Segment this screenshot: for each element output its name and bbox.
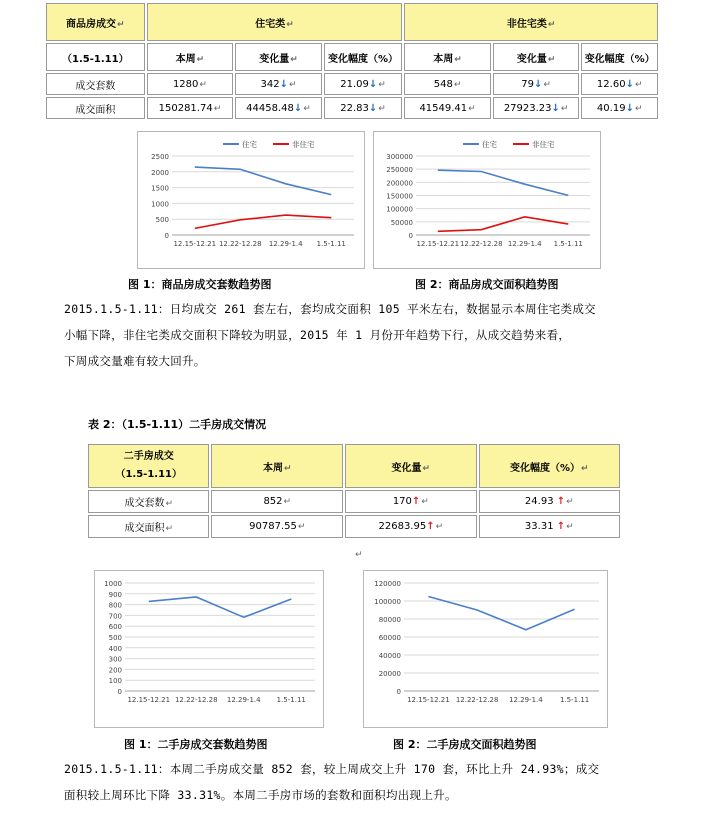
figure-caption: 图 1：商品房成交套数趋势图 bbox=[128, 278, 272, 291]
cell: 548↵ bbox=[404, 73, 491, 95]
arrow-up-icon: ↑ bbox=[411, 496, 421, 507]
table-row bbox=[46, 97, 658, 119]
y-tick-label: 120000 bbox=[374, 580, 401, 588]
col-week: 本周↵ bbox=[404, 43, 491, 71]
series-line bbox=[195, 167, 331, 195]
y-tick-label: 100 bbox=[108, 677, 122, 686]
y-tick-label: 1500 bbox=[151, 184, 169, 193]
y-tick-label: 80000 bbox=[378, 616, 401, 624]
y-tick-label: 1000 bbox=[151, 200, 169, 209]
cell: 22683.95↑↵ bbox=[345, 515, 477, 538]
period-label: （1.5-1.11） bbox=[46, 43, 145, 71]
x-tick-label: 1.5-1.11 bbox=[316, 240, 346, 248]
paragraph-summary-1 bbox=[64, 296, 654, 374]
cell: 12.60↓↵ bbox=[581, 73, 658, 95]
x-tick-label: 12.15-12.21 bbox=[407, 696, 450, 704]
y-tick-label: 0 bbox=[396, 688, 401, 696]
table-row bbox=[46, 73, 658, 95]
x-tick-label: 12.22-12.28 bbox=[218, 240, 262, 248]
cell: 852↵ bbox=[211, 490, 343, 513]
y-tick-label: 0 bbox=[164, 232, 169, 240]
text-line: 下周成交量难有较大回升。 bbox=[64, 354, 206, 368]
y-tick-label: 600 bbox=[108, 623, 122, 632]
cell: 1280↵ bbox=[147, 73, 234, 95]
y-tick-label: 400 bbox=[108, 644, 122, 653]
chart-frame-3 bbox=[94, 570, 324, 728]
table-commercial-housing bbox=[44, 1, 660, 121]
legend-label: 住宅 bbox=[242, 140, 257, 149]
x-tick-label: 12.29-1.4 bbox=[226, 696, 261, 704]
arrow-down-icon: ↓ bbox=[551, 102, 560, 114]
cell: 33.31 ↑↵ bbox=[479, 515, 620, 538]
y-tick-label: 60000 bbox=[378, 634, 401, 642]
figure-caption: 图 1：二手房成交套数趋势图 bbox=[124, 738, 268, 751]
x-tick-label: 12.29-1.4 bbox=[507, 240, 542, 248]
text-line: 小幅下降，非住宅类成交面积下降较为明显，2015 年 1 月份开年趋势下行，从成交趋势来看， bbox=[64, 328, 571, 342]
y-tick-label: 900 bbox=[108, 590, 122, 599]
cell: 90787.55↵ bbox=[211, 515, 343, 538]
table-title: 表 2：（1.5-1.11）二手房成交情况 bbox=[88, 418, 267, 431]
cell: 21.09↓↵ bbox=[324, 73, 403, 95]
x-tick-label: 1.5-1.11 bbox=[560, 696, 590, 704]
row-label: 成交面积↵ bbox=[88, 515, 209, 538]
table-corner: 二手房成交 （1.5-1.11） bbox=[88, 444, 209, 488]
y-tick-label: 0 bbox=[117, 688, 122, 696]
x-tick-label: 12.29-1.4 bbox=[509, 696, 543, 704]
arrow-down-icon: ↓ bbox=[368, 102, 378, 114]
series-line bbox=[195, 215, 331, 228]
col-week: 本周↵ bbox=[211, 444, 343, 488]
cell: 150281.74↵ bbox=[147, 97, 234, 119]
x-tick-label: 12.29-1.4 bbox=[268, 240, 303, 248]
arrow-down-icon: ↓ bbox=[279, 78, 288, 90]
col-change: 变化量↵ bbox=[235, 43, 322, 71]
arrow-down-icon: ↓ bbox=[625, 78, 634, 90]
text-line: 面积较上周环比下降 33.31%。本周二手房市场的套数和面积均出现上升。 bbox=[64, 788, 457, 802]
x-tick-label: 12.22-12.28 bbox=[459, 240, 503, 248]
header-residential: 住宅类↵ bbox=[147, 3, 403, 41]
col-rate: 变化幅度（%） bbox=[581, 43, 658, 71]
chart-second-hand-area bbox=[364, 571, 607, 727]
chart-frame-4 bbox=[363, 570, 608, 728]
row-label: 成交面积 bbox=[46, 97, 145, 119]
row-label: 成交套数↵ bbox=[88, 490, 209, 513]
y-tick-label: 2500 bbox=[151, 153, 169, 161]
chart-residential-units bbox=[138, 132, 364, 268]
y-tick-label: 1000 bbox=[104, 580, 122, 588]
text-line: 2015.1.5-1.11：日均成交 261 套左右，套均成交面积 105 平米左右，数据显示本周住宅类成交 bbox=[64, 302, 596, 316]
y-tick-label: 700 bbox=[108, 612, 122, 621]
col-rate: 变化幅度（%）↵ bbox=[479, 444, 620, 488]
series-line bbox=[149, 597, 291, 617]
cell: 22.83↓↵ bbox=[324, 97, 403, 119]
y-tick-label: 500 bbox=[155, 216, 169, 225]
figure-caption: 图 2：商品房成交面积趋势图 bbox=[415, 278, 559, 291]
row-label: 成交套数 bbox=[46, 73, 145, 95]
y-tick-label: 40000 bbox=[378, 652, 401, 660]
col-rate: 变化幅度（%） bbox=[324, 43, 403, 71]
text-line: 2015.1.5-1.11：本周二手房成交量 852 套，较上周成交上升 170 套，环比上升 24.93%；成交 bbox=[64, 762, 600, 776]
arrow-up-icon: ↑ bbox=[556, 521, 566, 532]
y-tick-label: 300000 bbox=[386, 153, 413, 161]
arrow-down-icon: ↓ bbox=[625, 102, 634, 114]
cell: 79↓↵ bbox=[493, 73, 580, 95]
y-tick-label: 50000 bbox=[390, 218, 413, 227]
paragraph-mark: ↵ bbox=[355, 550, 363, 560]
y-tick-label: 20000 bbox=[378, 670, 401, 678]
arrow-up-icon: ↑ bbox=[426, 521, 435, 532]
y-tick-label: 2000 bbox=[151, 168, 169, 177]
table-corner: 商品房成交↵ bbox=[46, 3, 145, 41]
y-tick-label: 200 bbox=[108, 666, 122, 675]
cell: 24.93 ↑↵ bbox=[479, 490, 620, 513]
legend-label: 住宅 bbox=[482, 140, 497, 149]
chart-frame-2 bbox=[373, 131, 601, 269]
cell: 40.19↓↵ bbox=[581, 97, 658, 119]
table-second-hand bbox=[86, 442, 622, 540]
y-tick-label: 500 bbox=[108, 634, 122, 642]
x-tick-label: 1.5-1.11 bbox=[276, 696, 306, 704]
legend-label: 非住宅 bbox=[292, 140, 315, 149]
col-week: 本周↵ bbox=[147, 43, 234, 71]
y-tick-label: 800 bbox=[108, 601, 122, 610]
x-tick-label: 1.5-1.11 bbox=[553, 240, 583, 248]
col-change: 变化量↵ bbox=[493, 43, 580, 71]
y-tick-label: 100000 bbox=[374, 598, 401, 606]
figure-caption: 图 2：二手房成交面积趋势图 bbox=[393, 738, 537, 751]
x-tick-label: 12.22-12.28 bbox=[174, 696, 218, 704]
cell: 27923.23↓↵ bbox=[493, 97, 580, 119]
y-tick-label: 0 bbox=[408, 232, 413, 240]
chart-frame-1 bbox=[137, 131, 365, 269]
cell: 44458.48↓↵ bbox=[235, 97, 322, 119]
x-tick-label: 12.15-12.21 bbox=[416, 240, 460, 248]
paragraph-summary-2 bbox=[64, 756, 654, 808]
cell: 342↓↵ bbox=[235, 73, 322, 95]
y-tick-label: 250000 bbox=[386, 166, 413, 175]
series-line bbox=[438, 217, 569, 232]
y-tick-label: 100000 bbox=[386, 205, 413, 214]
table-row bbox=[88, 515, 620, 538]
cell: 41549.41↵ bbox=[404, 97, 491, 119]
chart-residential-area bbox=[374, 132, 600, 268]
x-tick-label: 12.22-12.28 bbox=[455, 696, 499, 704]
y-tick-label: 300 bbox=[108, 655, 122, 664]
legend-label: 非住宅 bbox=[532, 140, 555, 149]
x-tick-label: 12.15-12.21 bbox=[173, 240, 217, 248]
table-row bbox=[88, 490, 620, 513]
arrow-down-icon: ↓ bbox=[534, 78, 543, 90]
cell: 170↑↵ bbox=[345, 490, 477, 513]
y-tick-label: 200000 bbox=[386, 179, 413, 188]
arrow-down-icon: ↓ bbox=[368, 78, 378, 90]
y-tick-label: 150000 bbox=[386, 192, 413, 201]
arrow-down-icon: ↓ bbox=[293, 102, 303, 114]
x-tick-label: 12.15-12.21 bbox=[127, 696, 171, 704]
arrow-up-icon: ↑ bbox=[556, 496, 566, 507]
chart-second-hand-units bbox=[95, 571, 323, 727]
header-nonresidential: 非住宅类↵ bbox=[404, 3, 658, 41]
col-change: 变化量↵ bbox=[345, 444, 477, 488]
